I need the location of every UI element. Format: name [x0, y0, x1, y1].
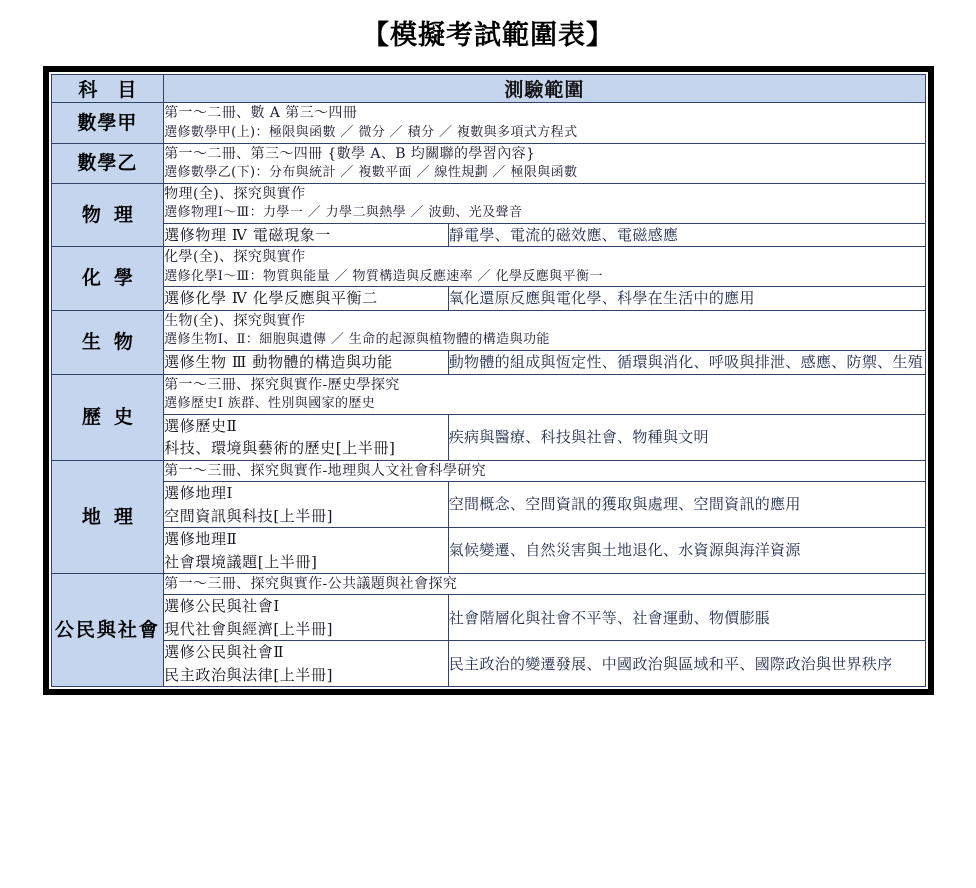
subject-label: 數學甲: [77, 111, 138, 134]
subrow-title-line: 民主政治與法律[上半冊]: [164, 665, 334, 684]
scope-main-line: 第一～三冊、探究與實作-地理與人文社會科學研究: [164, 462, 487, 479]
table-subrow: [51, 287, 925, 311]
subrow-content-6-0: 空間概念、空間資訊的獲取與處理、空間資訊的應用: [448, 482, 925, 528]
scope-main-line: 第一～三冊、探究與實作-公共議題與社會探究: [164, 576, 458, 593]
scope-main-cell-2: [164, 183, 925, 223]
subject-label: 公民與社會: [54, 618, 160, 641]
table-subrow: [51, 641, 925, 687]
table-row: [51, 574, 925, 595]
subject-cell-3: [51, 247, 164, 311]
header-subject: [51, 75, 164, 103]
subject-label: 生物: [81, 330, 146, 353]
header-scope: 測驗範圍: [164, 75, 925, 103]
table-subrow: [51, 482, 925, 528]
subject-cell-5: [51, 374, 164, 460]
subject-cell-4: [51, 310, 164, 374]
subrow-content-4-0: 動物體的組成與恆定性、循環與消化、呼吸與排泄、感應、防禦、生殖: [448, 351, 925, 375]
subject-cell-2: [51, 183, 164, 247]
subrow-title-6-1: [164, 528, 449, 574]
page-title: 【模擬考試範圍表】: [362, 20, 614, 51]
scope-main-line: 第一～二冊、數 A 第三～四冊: [164, 105, 358, 122]
subrow-title-3-0: [164, 287, 449, 311]
scope-main-cell-1: [164, 143, 925, 183]
subrow-title-5-0: [164, 414, 449, 460]
table-header-row: [51, 75, 925, 103]
subrow-title-line: 選修地理Ⅰ: [164, 484, 234, 503]
subrow-title-line: 空間資訊與科技[上半冊]: [164, 506, 334, 525]
subrow-content-6-1: 氣候變遷、自然災害與土地退化、水資源與海洋資源: [448, 528, 925, 574]
subrow-title-line: 選修地理Ⅱ: [164, 530, 238, 549]
table-row: [51, 374, 925, 414]
subrow-title-7-1: [164, 641, 449, 687]
table-row: [51, 143, 925, 183]
scope-main-line: 第一～二冊、第三～四冊 {數學 A、B 均關聯的學習內容}: [164, 145, 536, 162]
subject-cell-6: [51, 460, 164, 573]
subrow-title-2-0: [164, 223, 449, 247]
subject-label: 數學乙: [77, 151, 138, 174]
header-subject-label: 科目: [78, 79, 157, 102]
table-subrow: [51, 414, 925, 460]
subrow-title-line: 選修生物 Ⅲ 動物體的構造與功能: [164, 353, 393, 372]
subject-cell-7: [51, 574, 164, 687]
scope-main-line: 選修歷史Ⅰ 族群、性別與國家的歷史: [164, 395, 376, 411]
scope-main-cell-5: [164, 374, 925, 414]
scope-main-line: 生物(全)、探究與實作: [164, 312, 306, 329]
subrow-title-6-0: [164, 482, 449, 528]
subject-label: 物理: [81, 203, 146, 226]
table-subrow: [51, 528, 925, 574]
scope-main-line: 選修物理Ⅰ～Ⅲ：力學一 ／ 力學二與熱學 ／ 波動、光及聲音: [164, 204, 523, 220]
subrow-title-line: 選修化學 Ⅳ 化學反應與平衡二: [164, 289, 378, 308]
subrow-title-line: 選修公民與社會Ⅱ: [164, 643, 285, 662]
subrow-title-line: 現代社會與經濟[上半冊]: [164, 619, 334, 638]
subrow-title-line: 選修物理 Ⅳ 電磁現象一: [164, 225, 331, 244]
exam-scope-table: [51, 74, 926, 687]
subrow-title-4-0: [164, 351, 449, 375]
scope-main-cell-3: [164, 247, 925, 287]
table-row: [51, 310, 925, 350]
scope-main-line: 化學(全)、探究與實作: [164, 249, 306, 266]
subrow-title-line: 選修歷史Ⅱ: [164, 416, 238, 435]
table-row: [51, 460, 925, 481]
subject-label: 化學: [81, 267, 146, 290]
table-subrow: [51, 595, 925, 641]
subrow-content-3-0: 氧化還原反應與電化學、科學在生活中的應用: [448, 287, 925, 311]
scope-main-line: 選修數學甲(上)：極限與函數 ／ 微分 ／ 積分 ／ 複數與多項式方程式: [164, 124, 578, 140]
scope-main-cell-0: [164, 103, 925, 143]
subject-cell-0: [51, 103, 164, 143]
scope-main-line: 物理(全)、探究與實作: [164, 185, 306, 202]
table-row: [51, 183, 925, 223]
scope-main-line: 選修化學Ⅰ～Ⅲ：物質與能量 ／ 物質構造與反應速率 ／ 化學反應與平衡一: [164, 268, 603, 284]
table-row: [51, 247, 925, 287]
scope-main-cell-6: [164, 460, 925, 481]
scope-main-cell-7: [164, 574, 925, 595]
scope-main-line: 第一～三冊、探究與實作-歷史學探究: [164, 376, 400, 393]
subject-label: 歷史: [81, 405, 146, 428]
subrow-content-5-0: 疾病與醫療、科技與社會、物種與文明: [448, 414, 925, 460]
subrow-title-line: 社會環境議題[上半冊]: [164, 552, 318, 571]
exam-table-frame: [43, 66, 934, 695]
subrow-content-7-1: 民主政治的變遷發展、中國政治與區域和平、國際政治與世界秩序: [448, 641, 925, 687]
subject-label: 地理: [81, 505, 146, 528]
subrow-title-7-0: [164, 595, 449, 641]
table-row: [51, 103, 925, 143]
subrow-title-line: 科技、環境與藝術的歷史[上半冊]: [164, 439, 396, 458]
table-subrow: [51, 223, 925, 247]
scope-main-cell-4: [164, 310, 925, 350]
subject-cell-1: [51, 143, 164, 183]
subrow-title-line: 選修公民與社會Ⅰ: [164, 597, 280, 616]
subrow-content-7-0: 社會階層化與社會不平等、社會運動、物價膨脹: [448, 595, 925, 641]
scope-main-line: 選修生物Ⅰ、Ⅱ：細胞與遺傳 ／ 生命的起源與植物體的構造與功能: [164, 332, 550, 348]
table-subrow: [51, 351, 925, 375]
scope-main-line: 選修數學乙(下)：分布與統計 ／ 複數平面 ／ 線性規劃 ／ 極限與函數: [164, 164, 578, 180]
subrow-content-2-0: 靜電學、電流的磁效應、電磁感應: [448, 223, 925, 247]
